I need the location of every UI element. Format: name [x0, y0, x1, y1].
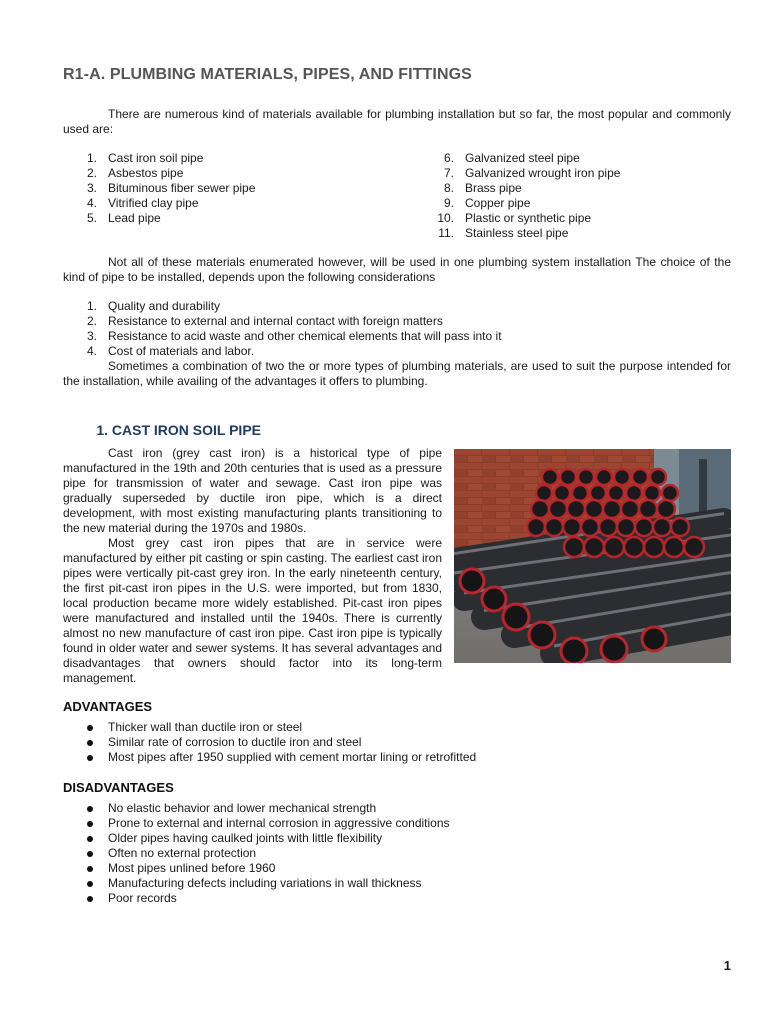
material-item	[63, 211, 393, 226]
list-text: Cast iron soil pipe	[108, 151, 204, 165]
pipe-end	[662, 485, 678, 501]
list-number: 4.	[86, 344, 97, 358]
bullet-text: Thicker wall than ductile iron or steel	[108, 720, 303, 734]
page-title: R1-A. PLUMBING MATERIALS, PIPES, AND FITTINGS	[63, 66, 472, 83]
bullet-icon	[87, 821, 93, 827]
pipe-end	[531, 500, 549, 518]
intro-text: There are numerous kind of materials available for plumbing installation but so far, the most popular and commonly used are:	[63, 107, 731, 136]
disadvantage-item	[63, 861, 731, 876]
list-text: Lead pipe	[108, 211, 161, 225]
pipe-end	[529, 622, 555, 648]
list-text: Resistance to acid waste and other chemical elements that will pass into it	[108, 329, 502, 343]
list-text: Vitrified clay pipe	[108, 196, 199, 210]
bullet-icon	[87, 725, 93, 731]
pipe-end	[604, 537, 624, 557]
pipe-end	[671, 518, 689, 536]
bullet-text: No elastic behavior and lower mechanical strength	[108, 801, 377, 815]
pipe-end	[542, 469, 558, 485]
bullet-text: Poor records	[108, 891, 177, 905]
bullet-text: Older pipes having caulked joints with little flexibility	[108, 831, 383, 845]
advantages-list	[63, 720, 731, 765]
pipe-end	[626, 485, 642, 501]
cast-iron-description	[63, 446, 442, 686]
pipe-end	[639, 500, 657, 518]
list-number: 9.	[443, 196, 454, 210]
list-number: 10.	[437, 211, 454, 225]
list-number: 2.	[86, 166, 97, 180]
material-item	[420, 226, 731, 241]
disadvantage-item	[63, 891, 731, 906]
bullet-text: Manufacturing defects including variations in wall thickness	[108, 876, 422, 890]
pipe-end	[527, 518, 545, 536]
consideration-item	[63, 314, 731, 329]
material-item	[420, 166, 731, 181]
pipe-end	[624, 537, 644, 557]
pipe-end	[561, 638, 587, 663]
pipe-end	[657, 500, 675, 518]
page-number: 1	[723, 958, 731, 973]
disadvantages-heading: DISADVANTAGES	[63, 780, 174, 795]
considerations-list	[63, 299, 731, 359]
list-text: Stainless steel pipe	[465, 226, 569, 240]
pipe-end	[585, 500, 603, 518]
cast-iron-para-a: Cast iron (grey cast iron) is a historical type of pipe manufactured in the 19th and 20th centuries that is used as a pressure pipe for transmission of water and sewage. Cast iron pipe was gradually superseded by ductile iron pipe, which is a direct development, with most existing manufacturing plants transitioning to the new material during the 1970s and 1980s.	[63, 446, 442, 535]
bullet-icon	[87, 881, 93, 887]
material-item	[63, 151, 393, 166]
disadvantage-item	[63, 831, 731, 846]
pipe-end	[614, 469, 630, 485]
pipe-end	[644, 485, 660, 501]
material-item	[63, 196, 393, 211]
pipe-end	[684, 537, 704, 557]
bullet-icon	[87, 740, 93, 746]
pipe-end	[460, 569, 484, 593]
list-number: 7.	[443, 166, 454, 180]
pipe-end	[572, 485, 588, 501]
advantages-heading: ADVANTAGES	[63, 699, 153, 714]
cast-iron-para-b: Most grey cast iron pipes that are in service were manufactured by either pit casting or spin casting. The earliest cast iron pipes were vertically pit-cast grey iron. In the early nineteenth century, the first pit-cast iron pipes in the U.S. were imported, but from 1830, local production became more widely established. Pit-cast iron pipes were manufactured and installed until the 1940s. There is currently almost no new manufacture of cast iron pipe. Cast iron pipe is typically found in older water and sewer systems. It has several advantages and disadvantages that owners should factor into its long-term management.	[63, 536, 442, 685]
list-number: 2.	[86, 314, 97, 328]
advantage-item	[63, 735, 731, 750]
material-item	[420, 181, 731, 196]
pipe-end	[603, 500, 621, 518]
materials-list-col2	[420, 151, 731, 241]
advantage-item	[63, 720, 731, 735]
list-text: Bituminous fiber sewer pipe	[108, 181, 256, 195]
pipe-end	[617, 518, 635, 536]
choice-paragraph	[63, 255, 731, 285]
consideration-item	[63, 329, 731, 344]
bullet-text: Most pipes unlined before 1960	[108, 861, 276, 875]
list-text: Plastic or synthetic pipe	[465, 211, 592, 225]
pipe-end	[642, 627, 666, 651]
pipe-end	[567, 500, 585, 518]
consideration-item	[63, 344, 731, 359]
pipe-end	[650, 469, 666, 485]
pipe-end	[549, 500, 567, 518]
material-item	[63, 166, 393, 181]
materials-list-col1	[63, 151, 393, 226]
bullet-icon	[87, 755, 93, 761]
pipe-end	[503, 604, 529, 630]
bullet-icon	[87, 836, 93, 842]
list-number: 1.	[86, 151, 97, 165]
list-number: 1.	[86, 299, 97, 313]
advantage-item	[63, 750, 731, 765]
bullet-text: Prone to external and internal corrosion in aggressive conditions	[108, 816, 450, 830]
pipe-end	[590, 485, 606, 501]
bullet-icon	[87, 866, 93, 872]
pipe-end	[536, 485, 552, 501]
list-number: 11.	[438, 226, 454, 240]
list-number: 8.	[443, 181, 454, 195]
pipe-end	[554, 485, 570, 501]
pipe-end	[578, 469, 594, 485]
combination-paragraph	[63, 359, 731, 389]
list-number: 5.	[86, 211, 97, 225]
pipe-end	[632, 469, 648, 485]
pipe-end	[644, 537, 664, 557]
bullet-text: Often no external protection	[108, 846, 257, 860]
cast-iron-pipes-photo	[454, 449, 731, 663]
section-number: 1.	[96, 422, 108, 438]
pipe-end	[563, 518, 581, 536]
disadvantage-item	[63, 816, 731, 831]
pipe-end	[635, 518, 653, 536]
pipe-end	[653, 518, 671, 536]
consideration-item	[63, 299, 731, 314]
bullet-text: Most pipes after 1950 supplied with cement mortar lining or retrofitted	[108, 750, 477, 764]
list-text: Quality and durability	[108, 299, 221, 313]
bullet-icon	[87, 806, 93, 812]
pipe-end	[564, 537, 584, 557]
bullet-text: Similar rate of corrosion to ductile iron and steel	[108, 735, 362, 749]
list-text: Copper pipe	[465, 196, 531, 210]
pipe-end	[545, 518, 563, 536]
material-item	[420, 211, 731, 226]
list-text: Cost of materials and labor.	[108, 344, 255, 358]
intro-paragraph	[63, 107, 731, 137]
material-item	[420, 196, 731, 211]
list-text: Brass pipe	[465, 181, 522, 195]
choice-text: Not all of these materials enumerated however, will be used in one plumbing system installation The choice of the kind of pipe to be installed, depends upon the following considerations	[63, 255, 731, 284]
pipe-end	[621, 500, 639, 518]
pipe-end	[584, 537, 604, 557]
bullet-icon	[87, 851, 93, 857]
list-number: 6.	[443, 151, 454, 165]
list-number: 4.	[86, 196, 97, 210]
section-heading-cast-iron	[63, 422, 261, 438]
material-item	[420, 151, 731, 166]
pipe-end	[482, 587, 506, 611]
pipe-end	[664, 537, 684, 557]
disadvantages-list	[63, 801, 731, 906]
pipe-end	[560, 469, 576, 485]
material-item	[63, 181, 393, 196]
list-text: Galvanized wrought iron pipe	[465, 166, 621, 180]
pipe-end	[596, 469, 612, 485]
disadvantage-item	[63, 801, 731, 816]
list-number: 3.	[86, 181, 97, 195]
pipe-end	[581, 518, 599, 536]
list-text: Galvanized steel pipe	[465, 151, 580, 165]
list-text: Asbestos pipe	[108, 166, 184, 180]
pipe-end	[601, 636, 627, 662]
pipe-end	[599, 518, 617, 536]
disadvantage-item	[63, 846, 731, 861]
disadvantage-item	[63, 876, 731, 891]
list-number: 3.	[86, 329, 97, 343]
list-text: Resistance to external and internal contact with foreign matters	[108, 314, 443, 328]
section-title: CAST IRON SOIL PIPE	[111, 422, 261, 438]
combination-text: Sometimes a combination of two the or more types of plumbing materials, are used to suit the purpose intended for the installation, while availing of the advantages it offers to plumbing.	[63, 359, 731, 388]
pipe-end	[608, 485, 624, 501]
bullet-icon	[87, 896, 93, 902]
